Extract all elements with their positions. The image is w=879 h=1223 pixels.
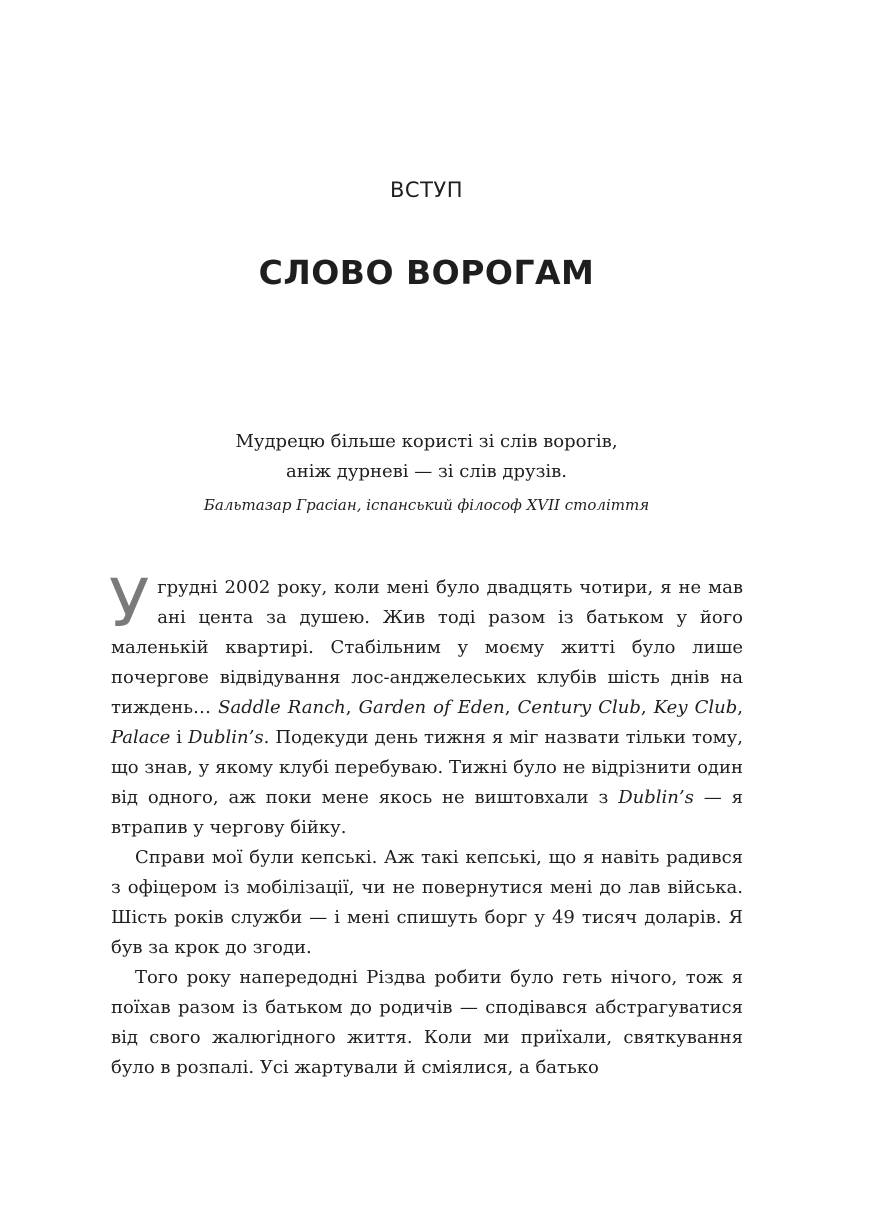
separator: , bbox=[504, 697, 518, 718]
club-name: Key Club bbox=[653, 697, 738, 718]
epigraph-line-2: аніж дурневі — зі слів друзів. bbox=[286, 461, 567, 482]
separator: , bbox=[737, 697, 743, 718]
club-name: Saddle Ranch bbox=[218, 697, 346, 718]
separator: і bbox=[170, 727, 188, 748]
epigraph-line-1: Мудрецю більше користі зі слів ворогів, bbox=[235, 431, 618, 452]
club-name: Century Club bbox=[517, 697, 641, 718]
paragraph-1-text-b: . Подекуди день тижня я міг назвати тільки тому, що знав, у якому клубі перебуваю. Тижні було не відрізнити один від одного, аж поки мене якось не виштовхали з bbox=[111, 727, 743, 808]
chapter-title: СЛОВО ВОРОГАМ bbox=[258, 253, 595, 292]
separator: , bbox=[345, 697, 359, 718]
paragraph-1-text-c: — я втрапив у чергову бійку. bbox=[111, 787, 743, 838]
club-name: Dublin’s bbox=[188, 727, 264, 748]
club-name: Garden of Eden bbox=[358, 697, 505, 718]
club-name: Dublin’s bbox=[618, 787, 694, 808]
paragraph-1-text-a: грудні 2002 року, коли мені було двадцять чотири, я не мав ані цента за душею. Жив тоді разом із батьком у його маленькій квартирі. Стабільним у моєму житті було лише почергове відвідування лос-анджелеських клубів шість днів на тиждень… bbox=[111, 577, 743, 718]
paragraph-3: Того року напередодні Різдва робити було геть нічого, тож я поїхав разом із батьком до родичів — сподівався абстрагуватися від свого жалюгідного життя. Коли ми приїхали, святкування було в розпалі. Усі жартували й сміялися, а батько bbox=[111, 967, 743, 1078]
club-name: Palace bbox=[111, 727, 171, 748]
separator: , bbox=[640, 697, 654, 718]
epigraph-attribution: Бальтазар Грасіан, іспанський філософ XVII століття bbox=[203, 496, 650, 514]
paragraph-2: Справи мої були кепські. Аж такі кепські, що я навіть радився з офіцером із мобілізації, чи не повернутися мені до лав війська. Шість років служби — і мені спишуть борг у 49 тисяч доларів. Я був за крок до згоди. bbox=[111, 847, 743, 958]
paragraph-1 bbox=[109, 565, 743, 843]
chapter-label: ВСТУП bbox=[390, 178, 463, 202]
drop-cap: У bbox=[109, 565, 150, 642]
epigraph bbox=[0, 427, 853, 517]
body-text bbox=[109, 565, 743, 1083]
